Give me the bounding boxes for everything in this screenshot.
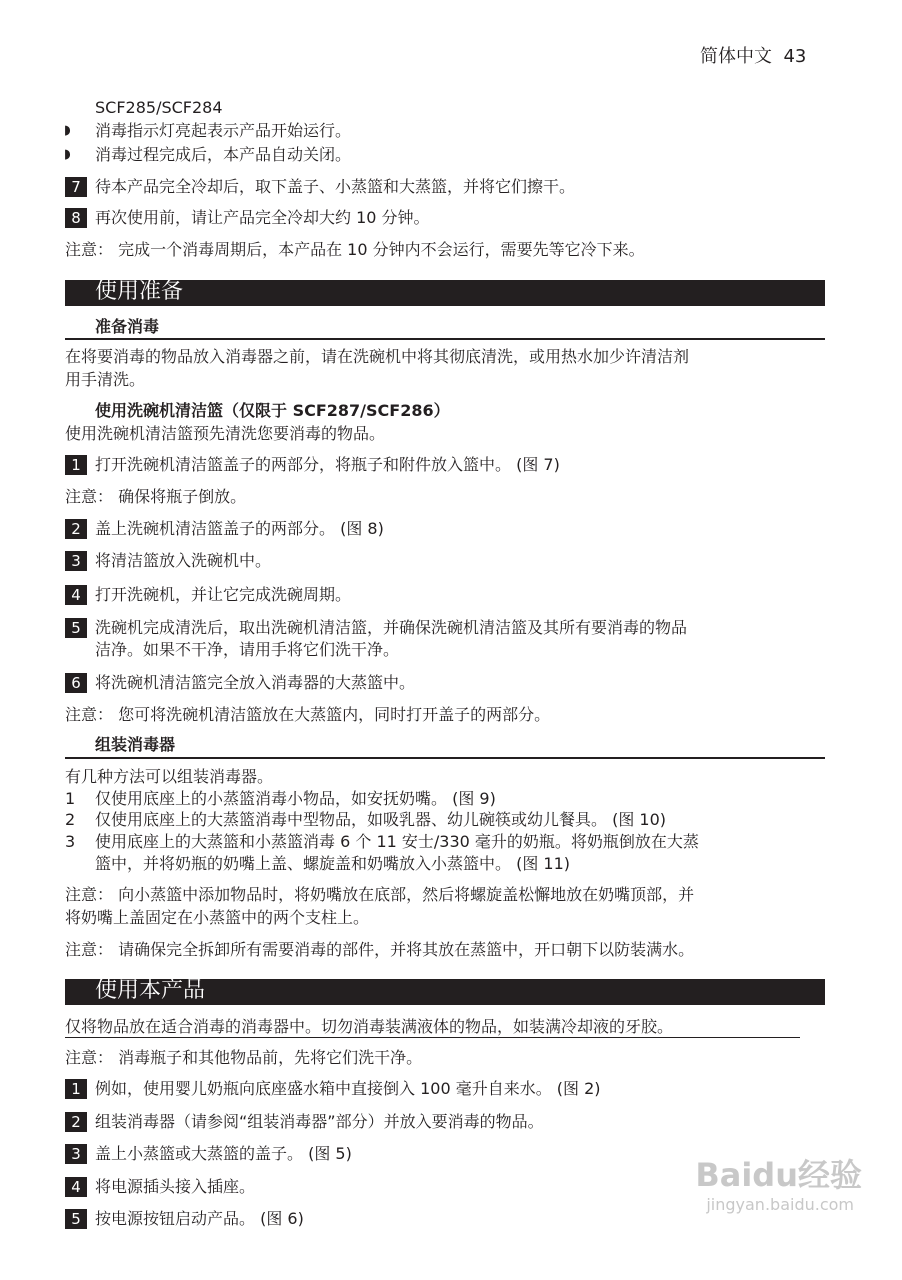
subsection-title: 使用洗碗机清洁篮（仅限于 SCF287/SCF286） [95,401,450,420]
list-number: 1 [65,789,76,808]
step-number: 6 [65,673,87,693]
step-text: 再次使用前，请让产品完全冷却大约 10 分钟。 [95,208,430,227]
step-text: 盖上洗碗机清洁篮盖子的两部分。 (图 8) [95,519,384,538]
subsection-title: 组装消毒器 [95,735,176,754]
paragraph: 使用洗碗机清洁篮预先清洗您要消毒的物品。 [65,424,386,443]
section-title: 使用准备 [95,279,184,304]
note: 注意： 确保将瓶子倒放。 [65,487,247,506]
step-text: 打开洗碗机，并让它完成洗碗周期。 [95,585,352,604]
paragraph: 用手清洗。 [65,370,146,389]
step-text: 将电源插头接入插座。 [95,1177,256,1196]
step-text: 按电源按钮启动产品。 (图 6) [95,1209,304,1228]
step-text: 将清洁篮放入洗碗机中。 [95,551,272,570]
page-number: 43 [783,46,807,67]
bullet-text: 消毒过程完成后，本产品自动关闭。 [95,145,352,164]
section-header [65,280,825,306]
step-number: 3 [65,551,87,571]
paragraph: 在将要消毒的物品放入消毒器之前，请在洗碗机中将其彻底清洗，或用热水加少许清洁剂 [65,347,690,366]
list-item: 篮中，并将奶瓶的奶嘴上盖、螺旋盖和奶嘴放入小蒸篮中。 (图 11) [95,854,571,873]
step-text: 洗碗机完成清洗后，取出洗碗机清洁篮，并确保洗碗机清洁篮及其所有要消毒的物品 [95,618,688,637]
model-label: SCF285/SCF284 [95,98,223,117]
divider [65,757,825,759]
step-text: 盖上小蒸篮或大蒸篮的盖子。 (图 5) [95,1144,352,1163]
step-number: 8 [65,208,87,228]
subsection-title: 准备消毒 [95,317,160,336]
step-number: 1 [65,1079,87,1099]
list-number: 2 [65,810,76,829]
section-title: 使用本产品 [95,978,206,1003]
page-header [700,46,806,68]
note: 将奶嘴上盖固定在小蒸篮中的两个支柱上。 [65,908,370,927]
step-number: 7 [65,177,87,197]
step-text: 待本产品完全冷却后，取下盖子、小蒸篮和大蒸篮，并将它们擦干。 [95,177,576,196]
bullet-text: 消毒指示灯亮起表示产品开始运行。 [95,121,352,140]
step-text: 组装消毒器（请参阅“组装消毒器”部分）并放入要消毒的物品。 [95,1112,544,1131]
note: 注意： 完成一个消毒周期后，本产品在 10 分钟内不会运行，需要先等它冷下来。 [65,240,645,259]
note: 注意： 您可将洗碗机清洁篮放在大蒸篮内，同时打开盖子的两部分。 [65,705,551,724]
step-number: 2 [65,1112,87,1132]
header-language: 简体中文 [700,46,772,67]
list-item: 仅使用底座上的大蒸篮消毒中型物品，如吸乳器、幼儿碗筷或幼儿餐具。 (图 10) [95,810,667,829]
step-text: 例如，使用婴儿奶瓶向底座盛水箱中直接倒入 100 毫升自来水。 (图 2) [95,1079,601,1098]
note: 注意： 请确保完全拆卸所有需要消毒的部件，并将其放在蒸篮中，开口朝下以防装满水。 [65,940,695,959]
step-number: 5 [65,1209,87,1229]
divider [65,1037,800,1038]
note: 注意： 消毒瓶子和其他物品前，先将它们洗干净。 [65,1048,423,1067]
watermark-logo: Baidu经验 [695,1156,862,1194]
section-header [65,979,825,1005]
paragraph: 有几种方法可以组装消毒器。 [65,767,274,786]
bullet-icon: ◗ [64,123,71,138]
list-item: 仅使用底座上的小蒸篮消毒小物品，如安抚奶嘴。 (图 9) [95,789,496,808]
note: 注意： 向小蒸篮中添加物品时，将奶嘴放在底部，然后将螺旋盖松懈地放在奶嘴顶部，并 [65,885,695,904]
step-number: 2 [65,519,87,539]
step-number: 5 [65,618,87,638]
paragraph: 仅将物品放在适合消毒的消毒器中。切勿消毒装满液体的物品，如装满冷却液的牙胶。 [65,1017,674,1036]
step-text: 洁净。如果不干净，请用手将它们洗干净。 [95,640,400,659]
bullet-icon: ◗ [64,147,71,162]
step-number: 3 [65,1144,87,1164]
step-text: 打开洗碗机清洁篮盖子的两部分，将瓶子和附件放入篮中。 (图 7) [95,455,560,474]
list-number: 3 [65,832,76,851]
step-text: 将洗碗机清洁篮完全放入消毒器的大蒸篮中。 [95,673,416,692]
watermark-url: jingyan.baidu.com [706,1195,854,1214]
step-number: 4 [65,1177,87,1197]
list-item: 使用底座上的大蒸篮和小蒸篮消毒 6 个 11 安士/330 毫升的奶瓶。将奶瓶倒放在大蒸 [95,832,699,851]
step-number: 4 [65,585,87,605]
divider [65,338,825,340]
step-number: 1 [65,455,87,475]
